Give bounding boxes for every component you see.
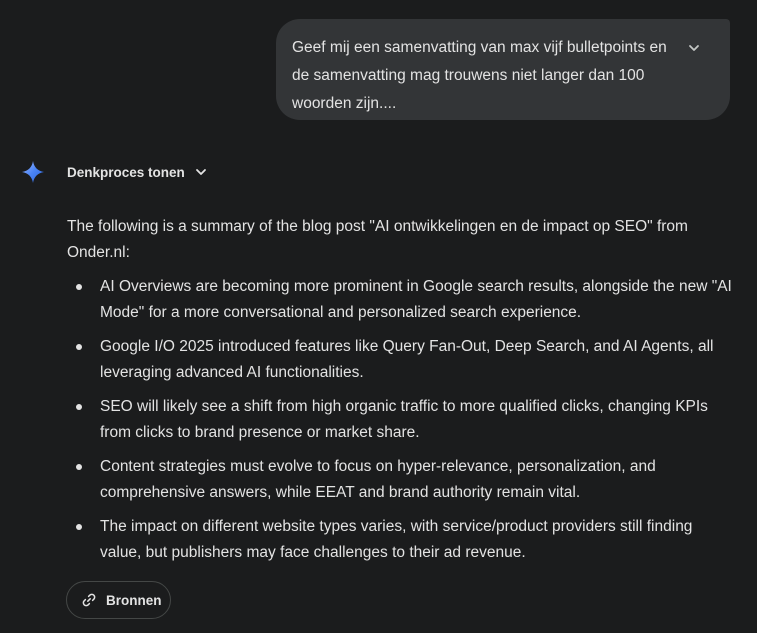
gemini-sparkle-icon	[21, 160, 45, 184]
list-item: AI Overviews are becoming more prominent in Google search results, alongside the new "AI Mode" for a more conversational and personalized search experience.	[67, 274, 732, 326]
summary-bullet-list	[67, 274, 732, 566]
user-message-text: Geef mij een samenvatting van max vijf bulletpoints en de samenvatting mag trouwens niet langer dan 100 woorden zijn....	[292, 39, 667, 112]
response-intro: The following is a summary of the blog post "AI ontwikkelingen en de impact op SEO" from Onder.nl:	[67, 218, 688, 261]
user-message-bubble	[276, 19, 730, 120]
assistant-response	[67, 214, 732, 574]
list-item: The impact on different website types varies, with service/product providers still finding value, but publishers may face challenges to their ad revenue.	[67, 514, 732, 566]
chevron-down-icon	[194, 165, 208, 179]
sources-label: Bronnen	[106, 592, 162, 608]
list-item: SEO will likely see a shift from high organic traffic to more qualified clicks, changing KPIs from clicks to brand presence or market share.	[67, 394, 732, 446]
expand-message-button[interactable]	[684, 38, 704, 58]
show-thinking-toggle[interactable]	[67, 162, 208, 182]
chevron-down-icon	[687, 41, 701, 55]
show-thinking-label: Denkproces tonen	[67, 164, 185, 180]
link-icon	[81, 592, 97, 608]
sources-button[interactable]	[66, 581, 171, 619]
list-item: Google I/O 2025 introduced features like Query Fan-Out, Deep Search, and AI Agents, all leveraging advanced AI functionalities.	[67, 334, 732, 386]
list-item: Content strategies must evolve to focus on hyper-relevance, personalization, and comprehensive answers, while EEAT and brand authority remain vital.	[67, 454, 732, 506]
